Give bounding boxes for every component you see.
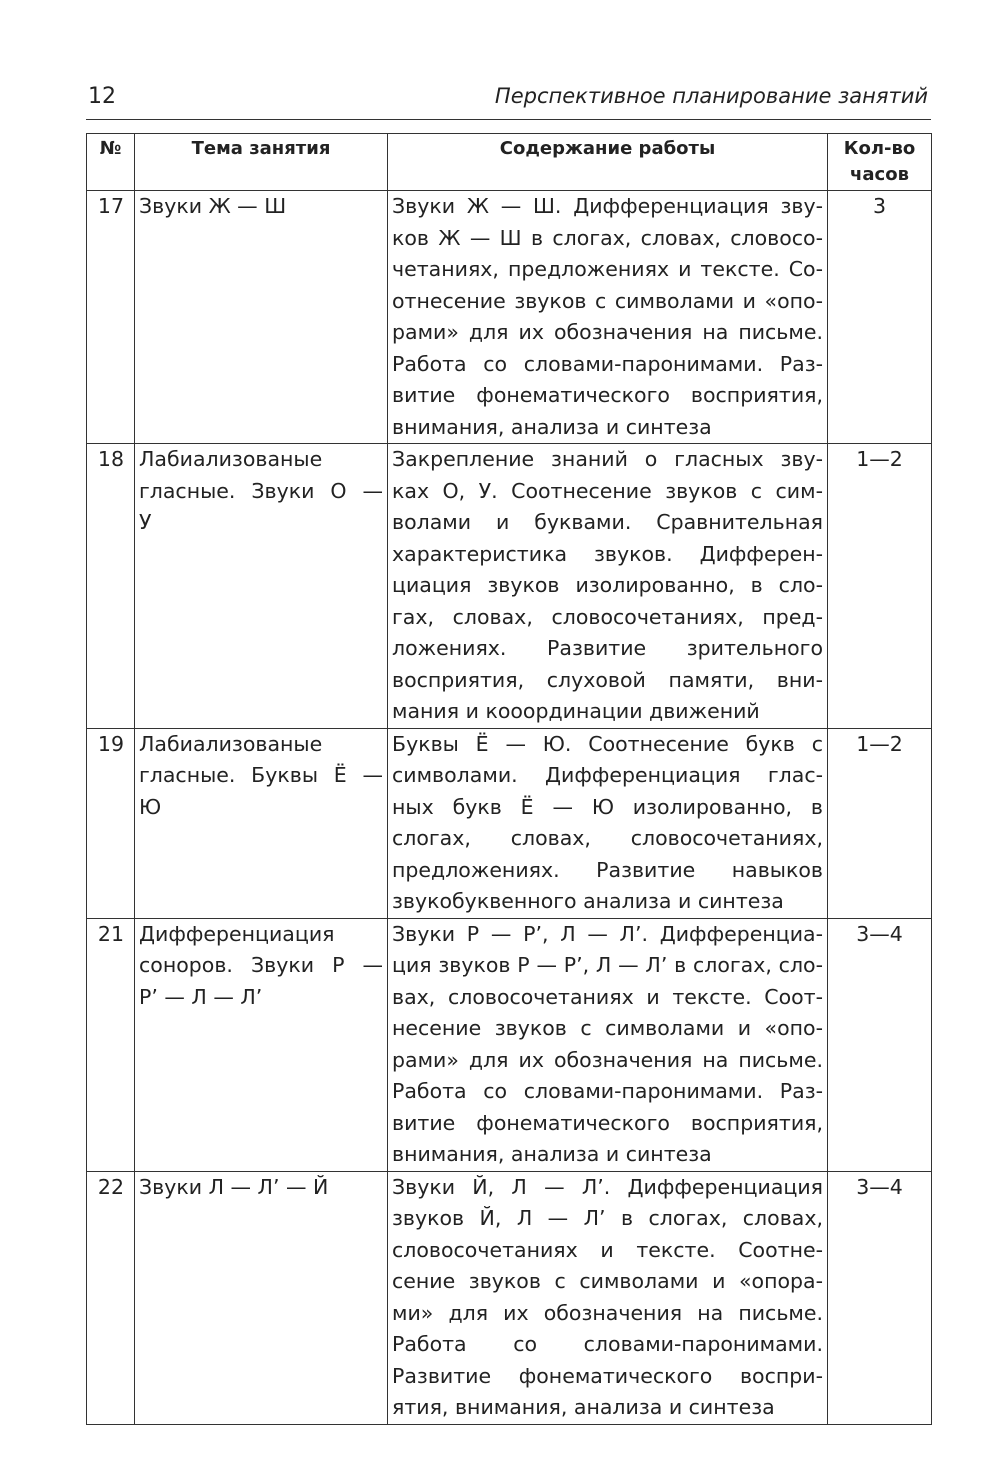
content-line: звукобуквенного анализа и синтеза <box>392 889 784 913</box>
content-line: звуков Й, Л — Л’ в слогах, словах, <box>392 1206 823 1230</box>
content-line: мания и кооординации движений <box>392 699 760 723</box>
table-header-row <box>87 134 932 191</box>
content-line: ков Ж — Ш в слогах, словах, словосо- <box>392 225 823 250</box>
row-number: 22 <box>87 1171 135 1424</box>
content-line: Звуки Ж — Ш. Дифференциация зву- <box>392 194 823 218</box>
column-header-hours <box>828 134 932 191</box>
row-topic <box>135 728 388 918</box>
topic-line: гласные. Буквы Ё — <box>139 763 383 787</box>
row-topic <box>135 191 388 444</box>
content-line: рами» для их обозначения на письме. <box>392 320 823 344</box>
row-content <box>388 191 828 444</box>
content-line: Работа со словами-паронимами. <box>392 1332 823 1356</box>
content-line: отнесение звуков с символами и «опо- <box>392 288 823 313</box>
row-content <box>388 728 828 918</box>
content-line: ция звуков Р — Р’, Л — Л’ в слогах, сло- <box>392 953 823 977</box>
column-header-topic: Тема занятия <box>135 134 388 191</box>
topic-line: гласные. Звуки О — <box>139 478 383 503</box>
row-hours: 3—4 <box>828 918 932 1171</box>
content-line: Работа со словами-паронимами. Раз- <box>392 1079 823 1103</box>
content-line: символами. Дифференциация глас- <box>392 763 823 787</box>
content-line: Звуки Р — Р’, Л — Л’. Дифференциа- <box>392 921 823 946</box>
content-line: несение звуков с символами и «опо- <box>392 1016 823 1040</box>
table-row <box>87 191 932 444</box>
topic-line: Лабиализованые <box>139 731 323 756</box>
content-line: витие фонематического восприятия, <box>392 383 823 407</box>
row-hours: 1—2 <box>828 728 932 918</box>
content-line: ми» для их обозначения на письме. <box>392 1300 823 1325</box>
content-line: витие фонематического восприятия, <box>392 1110 823 1135</box>
content-line: предложениях. Развитие навыков <box>392 857 823 882</box>
topic-line: Р’ — Л — Л’ <box>139 984 263 1009</box>
topic-line: У <box>139 510 152 534</box>
row-topic <box>135 918 388 1171</box>
topic-line: Лабиализованые <box>139 447 323 471</box>
content-line: Буквы Ё — Ю. Соотнесение букв с <box>392 731 823 756</box>
column-header-hours-line-2: часов <box>850 164 909 185</box>
content-line: словосочетаниях и тексте. Соотне- <box>392 1237 823 1262</box>
table-row <box>87 728 932 918</box>
table-body <box>87 191 932 1425</box>
content-line: гах, словах, словосочетаниях, пред- <box>392 604 823 629</box>
content-line: ятия, внимания, анализа и синтеза <box>392 1395 775 1419</box>
row-hours: 3 <box>828 191 932 444</box>
row-hours: 3—4 <box>828 1171 932 1424</box>
topic-line: Дифференциация <box>139 921 335 946</box>
content-line: четаниях, предложениях и тексте. Со- <box>392 257 823 281</box>
page-number: 12 <box>88 84 116 109</box>
content-line: циация звуков изолированно, в сло- <box>392 573 823 597</box>
content-line: Работа со словами-паронимами. Раз- <box>392 351 823 376</box>
table-row <box>87 1171 932 1424</box>
row-number: 19 <box>87 728 135 918</box>
row-content <box>388 1171 828 1424</box>
content-line: сение звуков с символами и «опора- <box>392 1269 823 1293</box>
topic-line: соноров. Звуки Р — <box>139 953 383 977</box>
topic-line: Ю <box>139 794 162 819</box>
content-line: слогах, словах, словосочетаниях, <box>392 826 823 850</box>
column-header-num: № <box>87 134 135 191</box>
content-line: ках О, У. Соотнесение звуков с сим- <box>392 478 823 503</box>
table-row <box>87 444 932 729</box>
content-line: восприятия, слуховой памяти, вни- <box>392 667 823 692</box>
row-topic <box>135 1171 388 1424</box>
row-number: 18 <box>87 444 135 729</box>
content-line: характеристика звуков. Дифферен- <box>392 541 823 566</box>
topic-line: Звуки Ж — Ш <box>139 194 287 218</box>
content-line: рами» для их обозначения на письме. <box>392 1047 823 1072</box>
lesson-plan-table <box>86 133 932 1425</box>
content-line: ложениях. Развитие зрительного <box>392 636 823 660</box>
row-content <box>388 918 828 1171</box>
content-line: волами и буквами. Сравнительная <box>392 510 823 534</box>
row-content <box>388 444 828 729</box>
table-row <box>87 918 932 1171</box>
content-line: Развитие фонематического воспри- <box>392 1363 823 1388</box>
running-title: Перспективное планирование занятий <box>494 84 928 108</box>
content-line: внимания, анализа и синтеза <box>392 1142 712 1166</box>
header-rule <box>86 119 931 120</box>
content-line: внимания, анализа и синтеза <box>392 414 712 439</box>
content-line: Закрепление знаний о гласных зву- <box>392 447 823 471</box>
column-header-content: Содержание работы <box>388 134 828 191</box>
content-line: вах, словосочетаниях и тексте. Соот- <box>392 984 823 1009</box>
row-topic <box>135 444 388 729</box>
content-line: ных букв Ё — Ю изолированно, в <box>392 794 823 819</box>
topic-line: Звуки Л — Л’ — Й <box>139 1174 329 1199</box>
row-number: 21 <box>87 918 135 1171</box>
row-number: 17 <box>87 191 135 444</box>
content-line: Звуки Й, Л — Л’. Дифференциация <box>392 1174 823 1199</box>
column-header-hours-line-1: Кол-во <box>843 138 916 159</box>
row-hours: 1—2 <box>828 444 932 729</box>
